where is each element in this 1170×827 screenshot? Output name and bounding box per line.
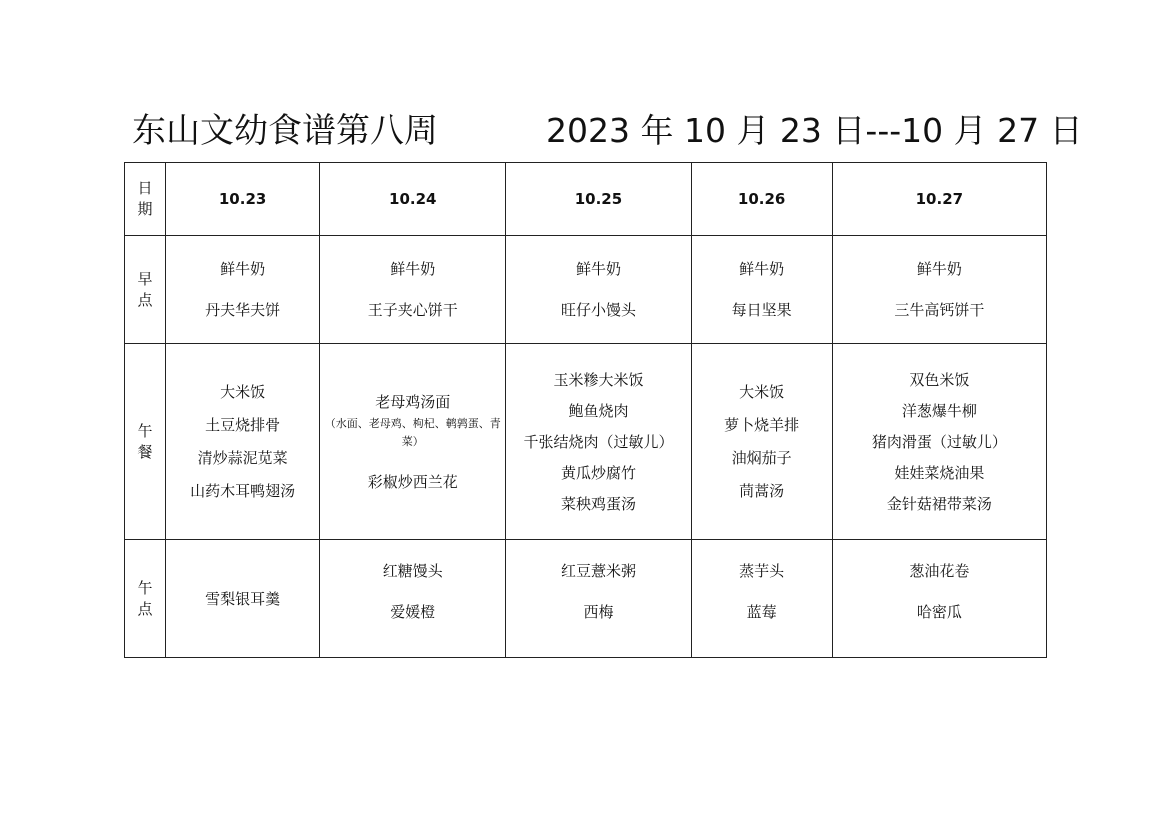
dish-item: 西梅 [583,603,614,621]
snack-row [125,540,1047,658]
dish-item: 萝卜烧羊排 [724,416,800,434]
dish-item: 鲜牛奶 [916,260,962,278]
breakfast-row [125,236,1047,344]
dish-item: 旺仔小馒头 [560,301,636,319]
lunch-cell [691,344,832,540]
dish-item: 老母鸡汤面 [375,392,451,411]
lunch-cell [832,344,1046,540]
dish-item: 双色米饭 [909,370,970,389]
dish-item: 鲜牛奶 [575,260,621,278]
breakfast-cell [166,236,320,344]
breakfast-cell [506,236,691,344]
dish-item: 清炒蒜泥苋菜 [197,449,288,467]
dish-item: 彩椒炒西兰花 [367,472,458,491]
dish-item: 菜秧鸡蛋汤 [560,494,636,513]
dish-item: 千张结烧肉（过敏儿） [523,432,674,451]
dish-item: 雪梨银耳羹 [205,589,281,608]
dish-item: 葱油花卷 [909,562,970,580]
breakfast-cell [691,236,832,344]
dish-item: 猪肉滑蛋（过敏儿） [871,432,1007,451]
dish-item: 红糖馒头 [382,562,443,580]
dish-item: 蒸芋头 [739,562,785,580]
dish-item: 茼蒿汤 [739,482,785,500]
lunch-cell [506,344,691,540]
weekly-menu-table [124,162,1047,658]
dish-item: 哈密瓜 [916,603,962,621]
dish-item: 鲜牛奶 [739,260,785,278]
dish-item: 山药木耳鸭翅汤 [190,482,296,500]
dish-item: 娃娃菜烧油果 [894,463,985,482]
dish-item: 爱媛橙 [390,603,436,621]
dish-item: 每日坚果 [731,301,792,319]
snack-cell [166,540,320,658]
dish-item: 三牛高钙饼干 [894,301,985,319]
lunch-cell [320,344,506,540]
date-cell: 10.23 [166,163,320,236]
lunch-cell [166,344,320,540]
dish-item: 丹夫华夫饼 [205,301,281,319]
menu-title: 东山文幼食谱第八周 [132,111,438,151]
dish-item: 油焖茄子 [731,449,792,467]
lunch-row [125,344,1047,540]
snack-cell [506,540,691,658]
dish-item: 玉米糁大米饭 [553,370,644,389]
snack-cell [832,540,1046,658]
page-title [132,106,1083,156]
breakfast-row-label: 早点 [125,236,166,344]
dish-item: 土豆烧排骨 [205,416,281,434]
dish-item: 洋葱爆牛柳 [901,401,977,420]
date-cell: 10.27 [832,163,1046,236]
date-row [125,163,1047,236]
lunch-row-label: 午餐 [125,344,166,540]
snack-row-label: 午点 [125,540,166,658]
date-cell: 10.24 [320,163,506,236]
dish-item: 大米饭 [739,383,785,401]
breakfast-cell [832,236,1046,344]
date-cell: 10.25 [506,163,691,236]
dish-item: 大米饭 [220,383,266,401]
date-cell: 10.26 [691,163,832,236]
snack-cell [320,540,506,658]
breakfast-cell [320,236,506,344]
dish-item: 王子夹心饼干 [367,301,458,319]
dish-item: 鲍鱼烧肉 [568,401,629,420]
dish-item: 蓝莓 [746,603,777,621]
dish-item: 红豆薏米粥 [560,562,636,580]
dish-item: 黄瓜炒腐竹 [560,463,636,482]
dish-item: 鲜牛奶 [220,260,266,278]
dish-ingredients-note: （水面、老母鸡、枸杞、鹌鹑蛋、青菜） [324,416,501,448]
snack-cell [691,540,832,658]
date-row-label: 日期 [125,163,166,236]
dish-item: 鲜牛奶 [390,260,436,278]
dish-item: 金针菇裙带菜汤 [886,494,992,513]
date-range: 2023 年 10 月 23 日---10 月 27 日 [546,111,1083,150]
